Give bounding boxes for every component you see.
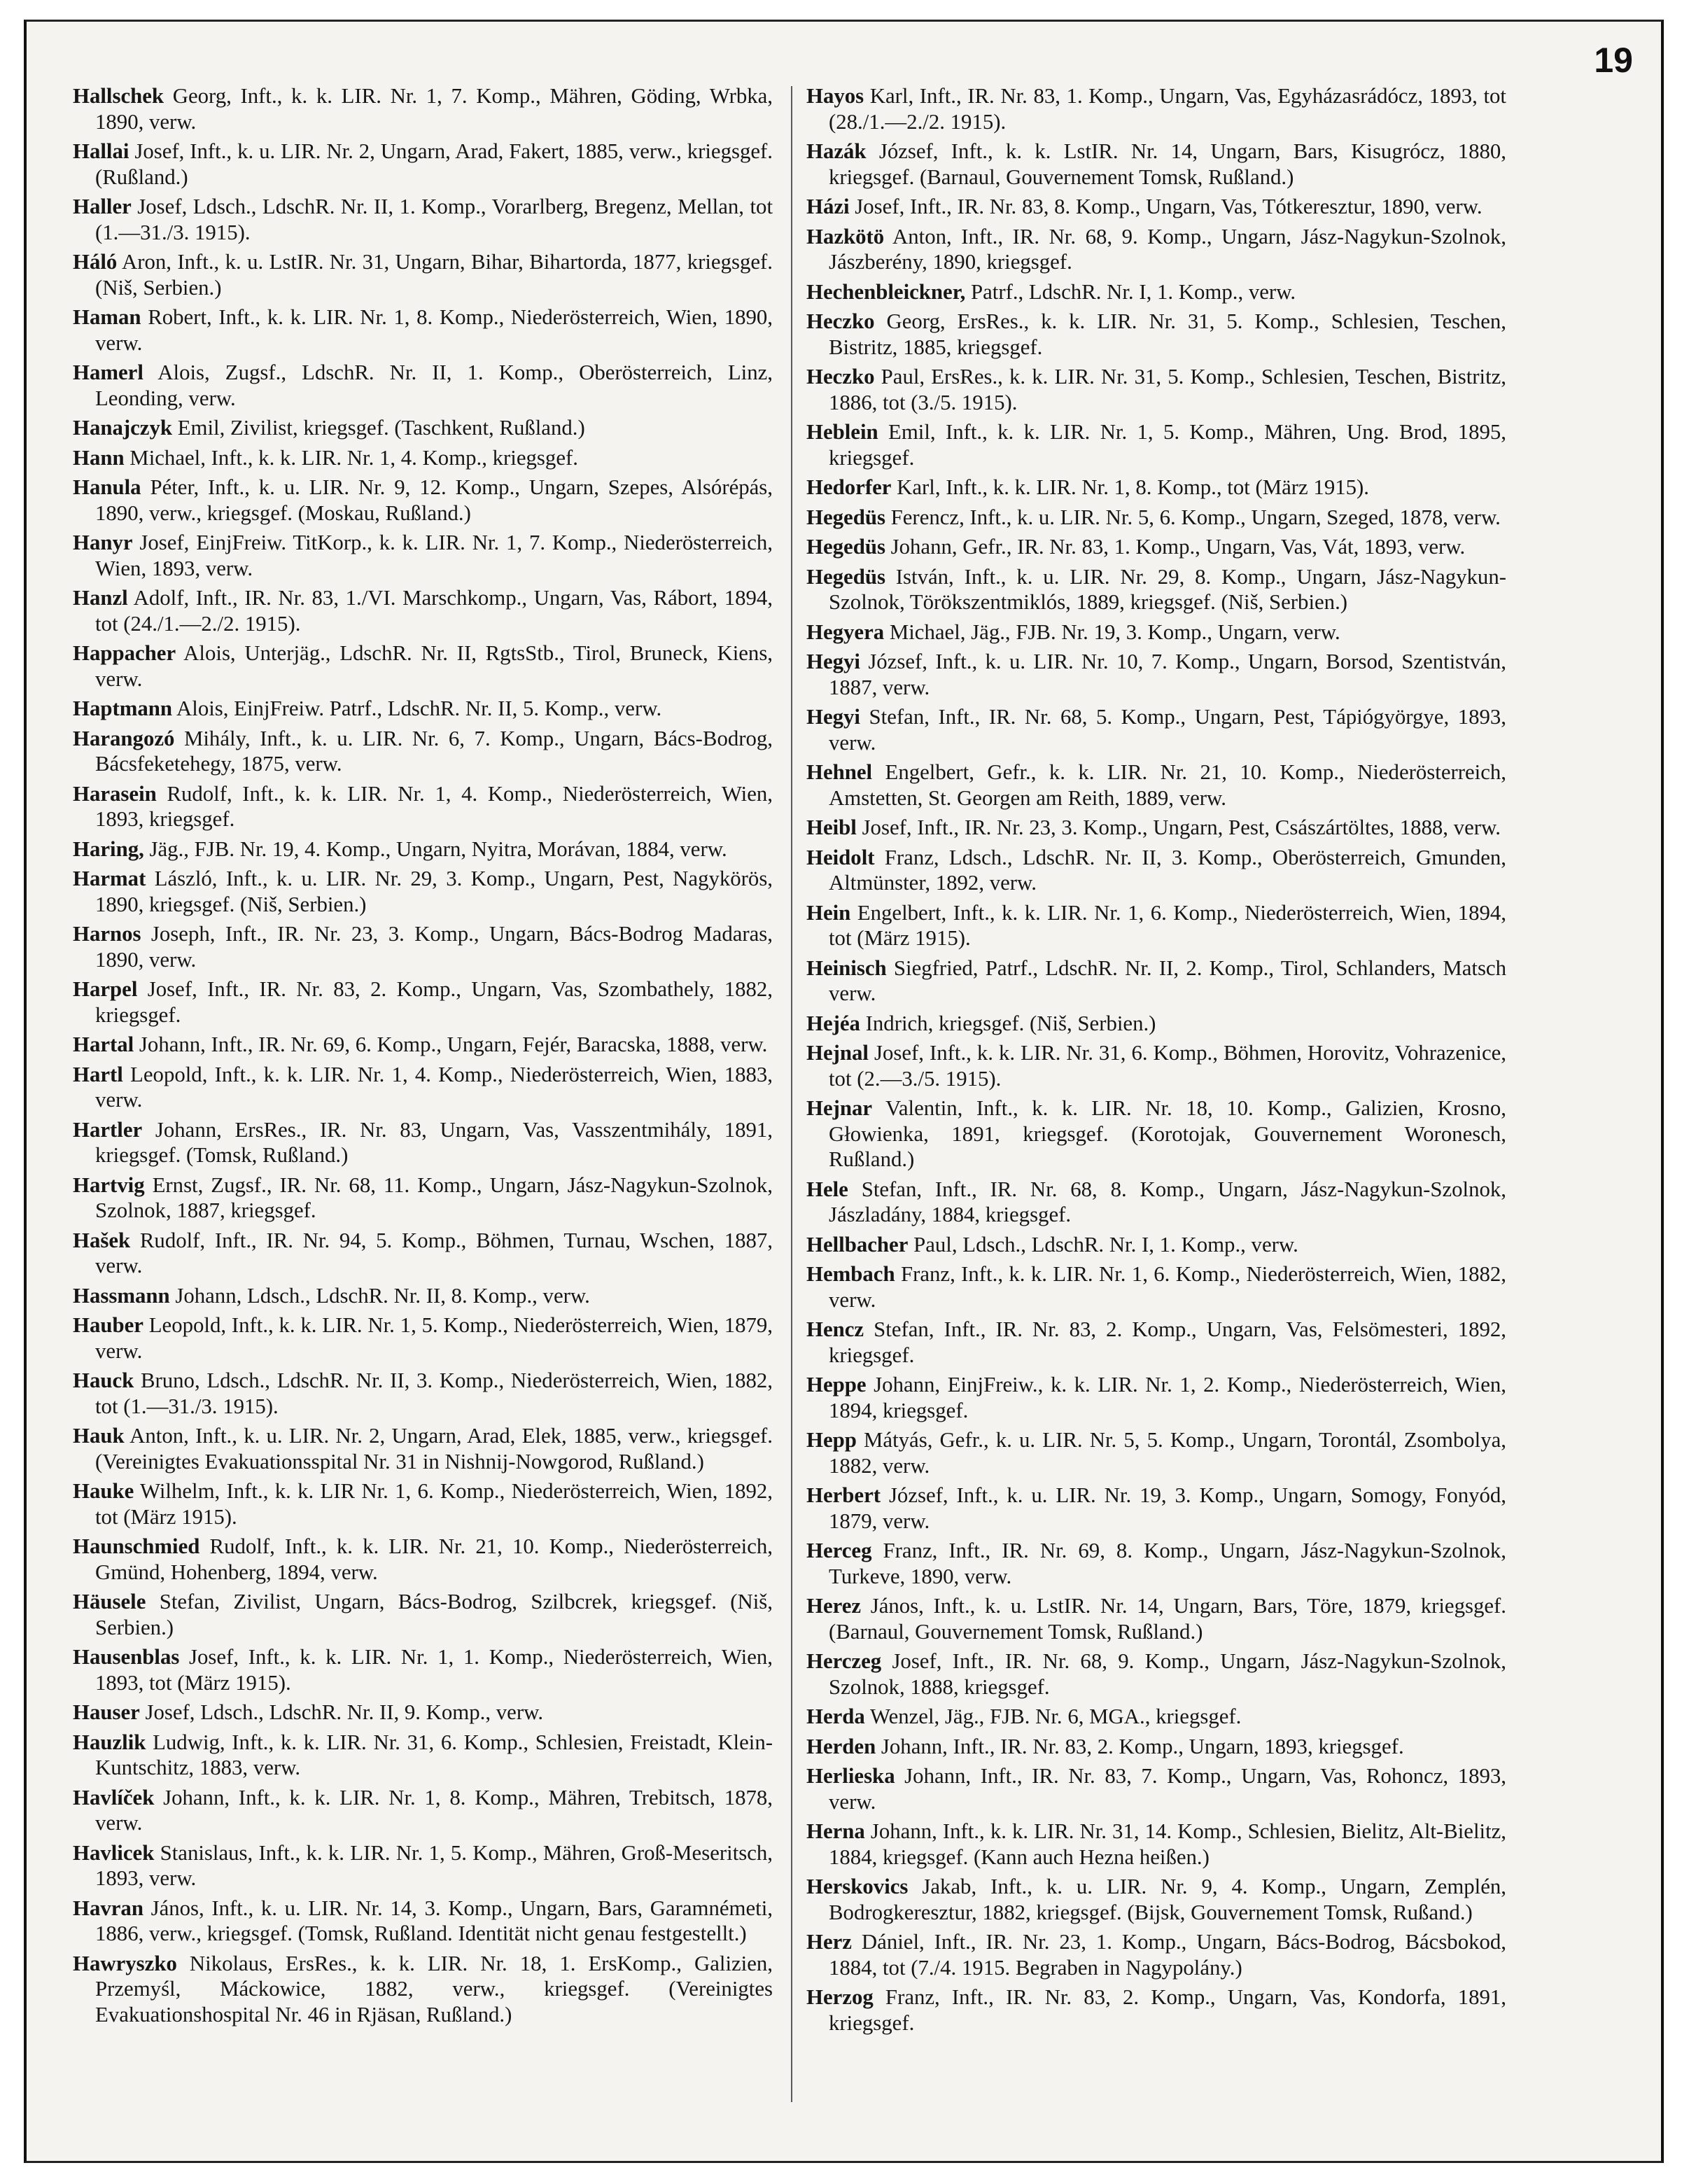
entry-details: János, Inft., k. u. LstIR. Nr. 14, Ungarn, Bars, Töre, 1879, kriegsgef. (Barnaul, Gouvernement Tomsk, Rußland.) [829,1594,1506,1644]
list-entry [73,1312,773,1364]
entry-surname: Herczeg [806,1649,882,1673]
entry-details: Rudolf, Inft., IR. Nr. 94, 5. Komp., Böhmen, Turnau, Wschen, 1887, verw. [95,1228,773,1278]
entry-surname: Haunschmied [73,1534,200,1558]
entry-details: József, Inft., k. u. LIR. Nr. 19, 3. Komp., Ungarn, Somogy, Fonyód, 1879, verw. [829,1483,1506,1533]
entry-surname: Hauzlik [73,1730,146,1754]
page-number: 19 [1594,41,1633,80]
list-entry [806,760,1506,811]
entry-surname: Hazák [806,139,867,163]
entry-surname: Hann [73,445,125,470]
entry-surname: Hauk [73,1424,125,1448]
entry-details: József, Inft., k. k. LstIR. Nr. 14, Ungarn, Bars, Kisugrócz, 1880, kriegsgef. (Barnaul, Gouvernement Tomsk, Rußland.) [829,139,1506,189]
entry-surname: Hamerl [73,360,143,384]
list-entry [806,815,1506,841]
list-entry [806,1819,1506,1870]
entry-surname: Hartler [73,1117,143,1142]
list-entry [806,1317,1506,1368]
entry-surname: Hein [806,900,851,925]
entry-details: Ludwig, Inft., k. k. LIR. Nr. 31, 6. Komp., Schlesien, Freistadt, Klein-Kuntschitz, 1883, verw. [95,1730,773,1779]
list-entry [73,1785,773,1836]
entry-details: Mátyás, Gefr., k. u. LIR. Nr. 5, 5. Komp., Ungarn, Torontál, Zsombolya, 1882, verw. [829,1428,1506,1478]
entry-details: Georg, Inft., k. k. LIR. Nr. 1, 7. Komp., Mähren, Göding, Wrbka, 1890, verw. [95,84,773,134]
list-entry [73,1589,773,1640]
entry-surname: Herlieska [806,1764,895,1788]
entry-details: Franz, Inft., IR. Nr. 69, 8. Komp., Ungarn, Jász-Nagykun-Szolnok, Turkeve, 1890, verw. [829,1539,1506,1588]
list-entry [806,1011,1506,1037]
list-entry [73,415,773,441]
entry-surname: Hauke [73,1479,134,1503]
entry-details: István, Inft., k. u. LIR. Nr. 29, 8. Komp., Ungarn, Jász-Nagykun-Szolnok, Törökszentmiklós, 1889, kriegsgef. (Niš, Serbien.) [829,564,1506,614]
list-entry [806,419,1506,470]
list-entry [806,1648,1506,1700]
entry-surname: Hanajczyk [73,416,172,440]
entry-surname: Hellbacher [806,1232,909,1256]
list-entry [806,704,1506,755]
list-entry [806,224,1506,275]
entry-details: Josef, Inft., k. u. LIR. Nr. 2, Ungarn, Arad, Fakert, 1885, verw., kriegsgef. (Rußland.) [95,139,773,189]
list-entry [806,83,1506,134]
list-entry [73,194,773,245]
entry-details: Alois, Zugsf., LdschR. Nr. II, 1. Komp., Oberösterreich, Linz, Leonding, verw. [95,360,773,410]
list-entry [806,1734,1506,1760]
entry-surname: Hallai [73,139,129,163]
entry-details: Josef, Inft., IR. Nr. 68, 9. Komp., Ungarn, Jász-Nagykun-Szolnok, Szolnok, 1888, kriegsgef. [829,1649,1506,1699]
entry-details: Jakab, Inft., k. u. LIR. Nr. 9, 4. Komp., Ungarn, Zemplén, Bodrogkeresztur, 1882, kriegsgef. (Bijsk, Gouvernement Tomsk, Rußand.) [829,1875,1506,1924]
list-entry [806,900,1506,951]
entry-details: Josef, EinjFreiw. TitKorp., k. k. LIR. Nr. 1, 7. Komp., Niederösterreich, Wien, 1893, verw. [95,531,773,580]
entry-details: Engelbert, Inft., k. k. LIR. Nr. 1, 6. Komp., Niederösterreich, Wien, 1894, tot (März 1915). [829,900,1506,950]
list-entry [73,1644,773,1695]
list-entry [806,139,1506,190]
list-entry [806,649,1506,700]
entry-details: Karl, Inft., k. k. LIR. Nr. 1, 8. Komp., tot (März 1915). [891,475,1369,499]
entry-details: Michael, Inft., k. k. LIR. Nr. 1, 4. Komp., kriegsgef. [124,445,578,470]
entry-details: Jäg., FJB. Nr. 19, 4. Komp., Ungarn, Nyitra, Morávan, 1884, verw. [143,836,727,861]
list-entry [73,360,773,411]
entry-details: Ferencz, Inft., k. u. LIR. Nr. 5, 6. Komp., Ungarn, Szeged, 1878, verw. [885,505,1501,529]
entry-details: Péter, Inft., k. u. LIR. Nr. 9, 12. Komp., Ungarn, Szepes, Alsórépás, 1890, verw., kriegsgef. (Moskau, Rußland.) [95,475,773,525]
entry-details: Wenzel, Jäg., FJB. Nr. 6, MGA., kriegsgef. [864,1704,1242,1728]
list-entry [806,1538,1506,1589]
list-entry [806,309,1506,360]
entry-details: Rudolf, Inft., k. k. LIR. Nr. 21, 10. Komp., Niederösterreich, Gmünd, Hohenberg, 1894, verw. [95,1534,773,1584]
entry-surname: Harmat [73,867,146,890]
entry-surname: Hencz [806,1317,864,1341]
list-entry [73,1117,773,1168]
list-entry [73,1951,773,2028]
entry-surname: Herna [806,1819,865,1843]
entry-surname: Hawryszko [73,1951,177,1975]
entry-surname: Hassmann [73,1283,170,1308]
list-entry [806,194,1506,220]
entry-surname: Hedorfer [806,475,892,499]
entry-details: Wilhelm, Inft., k. k. LIR Nr. 1, 6. Komp., Niederösterreich, Wien, 1892, tot (März 1915). [95,1479,773,1529]
entry-details: Franz, Ldsch., LdschR. Nr. II, 3. Komp., Oberösterreich, Gmunden, Altmünster, 1892, verw. [829,845,1506,895]
entry-details: Ernst, Zugsf., IR. Nr. 68, 11. Komp., Ungarn, Jász-Nagykun-Szolnok, Szolnok, 1887, kriegsgef. [95,1172,773,1222]
list-entry [806,1261,1506,1312]
list-entry [806,364,1506,415]
list-entry [73,1700,773,1726]
list-entry [806,1483,1506,1534]
entry-surname: Hartvig [73,1172,145,1197]
entry-details: Johann, ErsRes., IR. Nr. 83, Ungarn, Vas, Vasszentmihály, 1891, kriegsgef. (Tomsk, Rußland.) [95,1117,773,1167]
entry-details: Stefan, Inft., IR. Nr. 68, 8. Komp., Ungarn, Jász-Nagykun-Szolnok, Jászladány, 1884, kriegsgef. [829,1177,1506,1226]
entry-surname: Hejéa [806,1011,860,1035]
entry-surname: Heppe [806,1373,867,1396]
right-column [806,83,1506,2040]
entry-details: Aron, Inft., k. u. LstIR. Nr. 31, Ungarn, Bihar, Bihartorda, 1877, kriegsgef. (Niš, Serbien.) [95,250,773,300]
entry-surname: Hauck [73,1368,134,1392]
entry-details: Karl, Inft., IR. Nr. 83, 1. Komp., Ungarn, Vas, Egyházasrádócz, 1893, tot (28./1.—2./2. 1915). [829,84,1506,134]
entry-details: Dániel, Inft., IR. Nr. 23, 1. Komp., Ungarn, Bács-Bodrog, Bácsbokod, 1884, tot (7./4. 1915. Begraben in Nagypolány.) [829,1930,1506,1980]
list-entry [806,475,1506,500]
entry-details: Valentin, Inft., k. k. LIR. Nr. 18, 10. Komp., Galizien, Krosno, Głowienka, 1891, kriegsgef. (Korotojak, Gouvernement Woronesch, Rußland.) [829,1096,1506,1171]
entry-details: Emil, Zivilist, kriegsgef. (Taschkent, Rußland.) [172,416,585,440]
list-entry [806,955,1506,1007]
entry-details: Josef, Ldsch., LdschR. Nr. II, 1. Komp., Vorarlberg, Bregenz, Mellan, tot (1.—31./3. 1915). [95,195,773,244]
entry-details: Nikolaus, ErsRes., k. k. LIR. Nr. 18, 1. ErsKomp., Galizien, Przemyśl, Máckowice, 1882, verw., kriegsgef. (Vereinigtes Evakuationshospital Nr. 46 in Rjäsan, Rußland.) [95,1951,773,2026]
entry-surname: Herz [806,1930,852,1954]
entry-details: Engelbert, Gefr., k. k. LIR. Nr. 21, 10. Komp., Niederösterreich, Amstetten, St. Georgen am Reith, 1889, verw. [829,760,1506,810]
list-entry [73,696,773,722]
entry-surname: Happacher [73,641,176,665]
entry-details: Franz, Inft., IR. Nr. 83, 2. Komp., Ungarn, Vas, Kondorfa, 1891, kriegsgef. [829,1985,1506,2035]
entry-surname: Hartl [73,1062,123,1086]
entry-details: Rudolf, Inft., k. k. LIR. Nr. 1, 4. Komp., Niederösterreich, Wien, 1893, kriegsgef. [95,781,773,831]
entry-details: Anton, Inft., IR. Nr. 68, 9. Komp., Ungarn, Jász-Nagykun-Szolnok, Jászberény, 1890, kriegsgef. [829,224,1506,274]
entry-surname: Herden [806,1734,876,1758]
entry-surname: Heidolt [806,845,875,869]
entry-details: Franz, Inft., k. k. LIR. Nr. 1, 6. Komp., Niederösterreich, Wien, 1882, verw. [829,1262,1506,1312]
entry-details: Paul, ErsRes., k. k. LIR. Nr. 31, 5. Komp., Schlesien, Teschen, Bistritz, 1886, tot (3./5. 1915). [829,365,1506,414]
list-entry [73,1032,773,1058]
entry-details: Stanislaus, Inft., k. k. LIR. Nr. 1, 5. Komp., Mähren, Groß-Meseritsch, 1893, verw. [95,1840,773,1890]
entry-surname: Hartal [73,1032,134,1056]
entry-surname: Hanyr [73,531,133,554]
entry-surname: Haller [73,195,132,218]
entry-surname: Heinisch [806,955,887,980]
list-entry [806,1372,1506,1423]
entry-details: Robert, Inft., k. k. LIR. Nr. 1, 8. Komp., Niederösterreich, Wien, 1890, verw. [95,305,773,355]
list-entry [73,1228,773,1279]
list-entry [806,1232,1506,1258]
entry-details: Siegfried, Patrf., LdschR. Nr. II, 2. Komp., Tirol, Schlanders, Matsch verw. [829,955,1506,1005]
entry-details: Johann, Inft., IR. Nr. 83, 7. Komp., Ungarn, Vas, Rohoncz, 1893, verw. [829,1764,1506,1814]
entry-details: Josef, Inft., IR. Nr. 83, 8. Komp., Ungarn, Vas, Tótkeresztur, 1890, verw. [849,195,1483,218]
entry-details: Johann, Ldsch., LdschR. Nr. II, 8. Komp., verw. [169,1283,590,1308]
entry-surname: Heczko [806,309,875,333]
entry-surname: Hejnar [806,1096,873,1120]
entry-surname: Harpel [73,977,138,1001]
entry-details: Stefan, Zivilist, Ungarn, Bács-Bodrog, Szilbcrek, kriegsgef. (Niš, Serbien.) [95,1590,773,1639]
list-entry [73,139,773,190]
entry-surname: Heibl [806,816,857,839]
entry-details: Emil, Inft., k. k. LIR. Nr. 1, 5. Komp., Mähren, Ung. Brod, 1895, kriegsgef. [829,420,1506,470]
entry-surname: Herez [806,1594,862,1618]
list-entry [73,1478,773,1530]
entry-surname: Hauser [73,1700,140,1724]
list-entry [73,1172,773,1224]
document-page [24,20,1664,2163]
entry-surname: Havlíček [73,1785,155,1809]
entry-surname: Hašek [73,1228,131,1252]
list-entry [806,1427,1506,1478]
entry-surname: Heczko [806,365,875,388]
entry-details: Indrich, kriegsgef. (Niš, Serbien.) [860,1011,1156,1035]
list-entry [73,836,773,862]
list-entry [73,976,773,1028]
list-entry [73,781,773,832]
entry-surname: Hegedüs [806,505,885,529]
list-entry [73,304,773,356]
list-entry [73,1368,773,1419]
entry-details: Georg, ErsRes., k. k. LIR. Nr. 31, 5. Komp., Schlesien, Teschen, Bistritz, 1885, kriegsgef. [829,309,1506,359]
column-divider [791,86,792,2102]
entry-surname: Hegedüs [806,535,885,559]
entry-surname: Heblein [806,420,878,444]
list-entry [73,1423,773,1474]
entry-details: Josef, Inft., k. k. LIR. Nr. 1, 1. Komp., Niederösterreich, Wien, 1893, tot (März 1915). [95,1645,773,1695]
entry-details: Mihály, Inft., k. u. LIR. Nr. 6, 7. Komp., Ungarn, Bács-Bodrog, Bácsfeketehegy, 1875, verw. [95,726,773,776]
entry-surname: Hanula [73,475,141,499]
entry-surname: Herbert [806,1483,881,1507]
left-column [73,83,773,2031]
entry-surname: Harangozó [73,726,175,750]
list-entry [806,1984,1506,2036]
list-entry [73,640,773,692]
list-entry [806,620,1506,645]
entry-surname: Haring, [73,836,144,861]
entry-surname: Havran [73,1896,143,1920]
entry-surname: Hembach [806,1262,895,1286]
entry-surname: Hele [806,1177,848,1201]
entry-details: Stefan, Inft., IR. Nr. 83, 2. Komp., Ungarn, Vas, Felsömesteri, 1892, kriegsgef. [829,1317,1506,1367]
list-entry [806,1763,1506,1814]
entry-surname: Haman [73,305,141,329]
entry-details: Alois, Unterjäg., LdschR. Nr. II, RgtsStb., Tirol, Bruneck, Kiens, verw. [95,641,773,691]
list-entry [73,530,773,581]
entry-surname: Hepp [806,1428,857,1452]
entry-details: Johann, Inft., IR. Nr. 69, 6. Komp., Ungarn, Fejér, Baracska, 1888, verw. [134,1032,768,1056]
list-entry [806,564,1506,615]
entry-details: Anton, Inft., k. u. LIR. Nr. 2, Ungarn, Arad, Elek, 1885, verw., kriegsgef. (Vereinigtes Evakuationsspital Nr. 31 in Nishnij-Nowgorod, Rußland.) [95,1424,773,1474]
entry-surname: Hegyera [806,620,885,644]
entry-details: Adolf, Inft., IR. Nr. 83, 1./VI. Marschkomp., Ungarn, Vas, Rábort, 1894, tot (24./1.—2./2. 1915). [95,586,773,636]
entry-surname: Herskovics [806,1875,909,1898]
list-entry [73,249,773,300]
entry-surname: Hanzl [73,586,128,610]
list-entry [73,585,773,636]
entry-surname: Harasein [73,781,157,806]
entry-details: Josef, Inft., k. k. LIR. Nr. 31, 6. Komp., Böhmen, Horovitz, Vohrazenice, tot (2.—3./5. 1915). [829,1041,1506,1091]
entry-details: László, Inft., k. u. LIR. Nr. 29, 3. Komp., Ungarn, Pest, Nagykörös, 1890, kriegsgef. (Niš, Serbien.) [95,867,773,916]
entry-details: Leopold, Inft., k. k. LIR. Nr. 1, 5. Komp., Niederösterreich, Wien, 1879, verw. [95,1313,773,1363]
entry-surname: Herda [806,1704,865,1728]
entry-surname: Herceg [806,1539,872,1562]
list-entry [806,1593,1506,1644]
entry-surname: Hegedüs [806,564,885,589]
entry-details: Johann, Inft., k. k. LIR. Nr. 1, 8. Komp., Mähren, Trebitsch, 1878, verw. [95,1785,773,1835]
entry-surname: Háló [73,250,118,274]
entry-details: Josef, Inft., IR. Nr. 83, 2. Komp., Ungarn, Vas, Szombathely, 1882, kriegsgef. [95,977,773,1027]
entry-surname: Hegyi [806,705,860,729]
entry-details: Alois, EinjFreiw. Patrf., LdschR. Nr. II, 5. Komp., verw. [172,696,662,720]
list-entry [806,1177,1506,1228]
entry-surname: Hegyi [806,650,860,673]
list-entry [73,1283,773,1309]
entry-details: Josef, Ldsch., LdschR. Nr. II, 9. Komp., verw. [139,1700,544,1724]
entry-details: Joseph, Inft., IR. Nr. 23, 3. Komp., Ungarn, Bács-Bodrog Madaras, 1890, verw. [95,922,773,972]
list-entry [806,505,1506,531]
entry-surname: Hechenbleickner, [806,279,966,304]
entry-details: Johann, Inft., IR. Nr. 83, 2. Komp., Ungarn, 1893, kriegsgef. [876,1734,1404,1758]
entry-surname: Hazkötö [806,224,885,248]
entry-surname: Hallschek [73,84,164,108]
entry-details: Michael, Jäg., FJB. Nr. 19, 3. Komp., Ungarn, verw. [884,620,1340,644]
list-entry [73,1896,773,1947]
entry-surname: Hehnel [806,760,873,784]
entry-surname: Hejnal [806,1041,869,1065]
entry-details: Paul, Ldsch., LdschR. Nr. I, 1. Komp., verw. [908,1232,1298,1256]
entry-details: Josef, Inft., IR. Nr. 23, 3. Komp., Ungarn, Pest, Császártöltes, 1888, verw. [856,816,1501,839]
entry-surname: Hayos [806,84,864,108]
entry-details: Patrf., LdschR. Nr. I, 1. Komp., verw. [965,279,1296,304]
entry-surname: Házi [806,195,850,218]
list-entry [73,445,773,471]
entry-details: János, Inft., k. u. LIR. Nr. 14, 3. Komp., Ungarn, Bars, Garamnémeti, 1886, verw., kriegsgef. (Tomsk, Rußland. Identität nicht genau festgestellt.) [95,1896,773,1945]
list-entry [73,1840,773,1891]
list-entry [73,921,773,972]
entry-surname: Häusele [73,1590,146,1614]
list-entry [806,1704,1506,1730]
list-entry [73,83,773,134]
entry-details: Johann, Gefr., IR. Nr. 83, 1. Komp., Ungarn, Vas, Vát, 1893, verw. [885,535,1466,559]
list-entry [806,1040,1506,1091]
list-entry [73,1062,773,1113]
list-entry [73,726,773,777]
entry-surname: Haptmann [73,696,173,720]
list-entry [806,1874,1506,1925]
entry-surname: Herzog [806,1985,874,2009]
entry-surname: Harnos [73,922,141,946]
list-entry [806,279,1506,305]
entry-details: Bruno, Ldsch., LdschR. Nr. II, 3. Komp., Niederösterreich, Wien, 1882, tot (1.—31./3. 1915). [95,1368,773,1418]
list-entry [806,1096,1506,1172]
entry-surname: Havlicek [73,1840,155,1865]
list-entry [73,1730,773,1781]
list-entry [73,1534,773,1585]
list-entry [806,1929,1506,1980]
list-entry [806,534,1506,560]
list-entry [806,845,1506,896]
list-entry [73,475,773,526]
entry-details: Johann, EinjFreiw., k. k. LIR. Nr. 1, 2. Komp., Niederösterreich, Wien, 1894, kriegsgef. [829,1373,1506,1422]
entry-details: József, Inft., k. u. LIR. Nr. 10, 7. Komp., Ungarn, Borsod, Szentistván, 1887, verw. [829,650,1506,699]
entry-details: Johann, Inft., k. k. LIR. Nr. 31, 14. Komp., Schlesien, Bielitz, Alt-Bielitz, 1884, kriegsgef. (Kann auch Hezna heißen.) [829,1819,1506,1869]
entry-surname: Hausenblas [73,1645,180,1669]
entry-details: Stefan, Inft., IR. Nr. 68, 5. Komp., Ungarn, Pest, Tápiógyörgye, 1893, verw. [829,705,1506,755]
list-entry [73,866,773,917]
entry-details: Leopold, Inft., k. k. LIR. Nr. 1, 4. Komp., Niederösterreich, Wien, 1883, verw. [95,1062,773,1112]
entry-surname: Hauber [73,1313,143,1337]
